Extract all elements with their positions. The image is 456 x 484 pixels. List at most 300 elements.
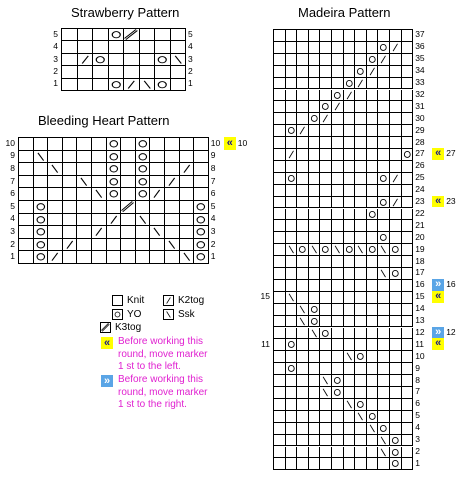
row-number: 3 <box>188 53 193 64</box>
chart-cell-ssk <box>378 244 390 256</box>
chart-cell-knit <box>332 435 344 447</box>
chart-cell-knit <box>297 458 309 470</box>
ssk-symbol <box>344 351 355 362</box>
chart-cell-knit <box>121 239 136 252</box>
row-number: 11 <box>415 338 425 349</box>
ssk-symbol <box>309 328 320 339</box>
chart-cell-ssk <box>320 387 332 399</box>
chart-cell-knit <box>19 176 34 189</box>
bleeding-heart-title: Bleeding Heart Pattern <box>38 113 170 128</box>
chart-cell-knit <box>274 387 286 399</box>
chart-cell-knit <box>402 268 414 280</box>
chart-cell-knit <box>367 351 379 363</box>
chart-cell-knit <box>344 363 356 375</box>
chart-cell-knit <box>109 41 125 53</box>
k2tog-symbol <box>286 149 297 160</box>
chart-cell-knit <box>367 458 379 470</box>
ssk-symbol <box>297 304 308 315</box>
chart-cell-knit <box>344 447 356 459</box>
chart-cell-knit <box>77 163 92 176</box>
chart-cell-knit <box>309 209 321 221</box>
ssk-symbol <box>34 151 48 163</box>
chart-cell-knit <box>378 316 390 328</box>
chart-cell-knit <box>355 304 367 316</box>
chart-cell-knit <box>402 351 414 363</box>
chart-cell-knit <box>402 54 414 66</box>
chart-cell-knit <box>165 201 180 214</box>
legend-label-yo: YO <box>127 309 142 320</box>
chart-cell-knit <box>344 328 356 340</box>
chart-cell-knit <box>309 137 321 149</box>
chart-cell-knit <box>171 79 187 91</box>
chart-cell-knit <box>355 113 367 125</box>
chart-cell-knit <box>344 220 356 232</box>
k2tog-symbol <box>344 90 355 101</box>
chart-cell-knit <box>150 239 165 252</box>
yo-symbol <box>286 173 297 184</box>
chart-cell-knit <box>194 163 209 176</box>
row-number: 31 <box>415 100 425 111</box>
yo-symbol <box>112 309 123 320</box>
chart-cell-knit <box>402 316 414 328</box>
chart-cell-knit <box>274 101 286 113</box>
chart-cell-knit <box>63 151 78 164</box>
chart-cell-ssk <box>48 163 63 176</box>
chart-cell-knit <box>124 41 140 53</box>
chart-cell-knit <box>77 201 92 214</box>
chart-cell-knit <box>63 226 78 239</box>
chart-cell-knit <box>309 339 321 351</box>
chart-cell-knit <box>332 411 344 423</box>
yo-symbol <box>155 79 170 90</box>
chart-cell-knit <box>19 226 34 239</box>
chart-cell-ssk <box>309 328 321 340</box>
chart-cell-knit <box>194 188 209 201</box>
chart-cell-knit <box>274 42 286 54</box>
chart-cell-ssk <box>150 226 165 239</box>
marker-row-number: 23 <box>446 196 456 207</box>
chart-cell-knit <box>48 176 63 189</box>
chart-cell-knit <box>332 351 344 363</box>
chart-cell-knit <box>19 214 34 227</box>
chart-cell-knit <box>378 328 390 340</box>
chart-cell-knit <box>109 66 125 78</box>
chart-cell-knit <box>344 66 356 78</box>
chart-cell-knit <box>332 173 344 185</box>
chart-cell-knit <box>140 54 156 66</box>
yo-symbol <box>286 125 297 136</box>
chart-cell-knit <box>309 435 321 447</box>
chart-cell-knit <box>194 176 209 189</box>
chart-cell-knit <box>309 125 321 137</box>
chart-cell-knit <box>402 232 414 244</box>
chart-cell-knit <box>297 78 309 90</box>
chart-cell-knit <box>367 339 379 351</box>
chart-cell-knit <box>355 435 367 447</box>
chart-cell-knit <box>48 138 63 151</box>
yo-symbol <box>34 251 48 263</box>
chart-cell-knit <box>402 244 414 256</box>
chart-cell-knit <box>109 54 125 66</box>
row-number: 5 <box>210 200 216 211</box>
chart-cell-knit <box>367 42 379 54</box>
strawberry-grid <box>61 28 186 91</box>
madeira-grid <box>273 29 413 470</box>
move-right-marker-icon: » <box>101 375 113 387</box>
row-number: 2 <box>53 65 58 76</box>
chart-cell-knit <box>320 256 332 268</box>
chart-cell-knit <box>274 173 286 185</box>
row-number: 36 <box>415 41 425 52</box>
chart-cell-knit <box>297 113 309 125</box>
chart-cell-knit <box>78 29 94 41</box>
knit-symbol <box>112 295 123 306</box>
chart-cell-knit <box>320 339 332 351</box>
chart-cell-knit <box>92 214 107 227</box>
chart-cell-knit <box>332 423 344 435</box>
chart-cell-knit <box>320 435 332 447</box>
chart-cell-knit <box>355 54 367 66</box>
chart-cell-knit <box>297 149 309 161</box>
chart-cell-knit <box>332 78 344 90</box>
chart-cell-knit <box>378 161 390 173</box>
chart-cell-knit <box>332 232 344 244</box>
yo-symbol <box>136 163 150 175</box>
chart-cell-knit <box>48 226 63 239</box>
chart-cell-knit <box>332 66 344 78</box>
chart-cell-k2tog <box>378 54 390 66</box>
chart-cell-knit <box>402 387 414 399</box>
chart-cell-knit <box>274 185 286 197</box>
chart-cell-knit <box>297 268 309 280</box>
chart-cell-knit <box>332 137 344 149</box>
row-number: 5 <box>53 28 58 39</box>
chart-cell-knit <box>390 387 402 399</box>
chart-cell-knit <box>390 209 402 221</box>
chart-cell-knit <box>63 214 78 227</box>
chart-cell-knit <box>344 185 356 197</box>
row-number: 7 <box>10 175 15 186</box>
chart-cell-knit <box>378 351 390 363</box>
chart-cell-k2tog <box>165 176 180 189</box>
row-number: 23 <box>415 196 425 207</box>
chart-cell-knit <box>367 328 379 340</box>
chart-cell-knit <box>402 125 414 137</box>
chart-cell-knit <box>180 151 195 164</box>
chart-cell-ssk <box>92 188 107 201</box>
chart-cell-ssk <box>355 244 367 256</box>
chart-cell-knit <box>286 78 298 90</box>
chart-cell-knit <box>344 125 356 137</box>
move-left-marker-icon: « <box>432 338 444 350</box>
chart-cell-knit <box>63 188 78 201</box>
ssk-symbol <box>92 188 106 200</box>
chart-cell-yo <box>109 29 125 41</box>
ssk-symbol <box>171 54 186 65</box>
marker-row-number: 27 <box>446 148 456 159</box>
chart-cell-knit <box>309 256 321 268</box>
chart-cell-knit <box>355 458 367 470</box>
chart-cell-knit <box>367 435 379 447</box>
chart-cell-knit <box>121 151 136 164</box>
chart-cell-k3tog <box>121 201 136 214</box>
chart-cell-knit <box>355 197 367 209</box>
row-number: 8 <box>10 163 15 173</box>
chart-cell-knit <box>367 375 379 387</box>
ssk-symbol <box>309 244 320 255</box>
chart-cell-knit <box>344 30 356 42</box>
chart-cell-knit <box>297 30 309 42</box>
move-left-marker-icon: « <box>224 137 236 150</box>
chart-cell-knit <box>390 161 402 173</box>
yo-symbol <box>34 214 48 226</box>
chart-cell-knit <box>136 251 151 264</box>
chart-cell-knit <box>274 256 286 268</box>
chart-cell-knit <box>274 125 286 137</box>
chart-cell-knit <box>297 101 309 113</box>
chart-cell-knit <box>355 185 367 197</box>
legend-label-knit: Knit <box>127 295 145 306</box>
chart-cell-knit <box>344 375 356 387</box>
chart-cell-knit <box>155 41 171 53</box>
chart-cell-knit <box>320 137 332 149</box>
chart-cell-knit <box>48 151 63 164</box>
chart-cell-knit <box>274 220 286 232</box>
chart-cell-ssk <box>378 447 390 459</box>
chart-cell-knit <box>355 268 367 280</box>
ssk-symbol <box>378 447 389 458</box>
chart-cell-knit <box>355 149 367 161</box>
chart-cell-knit <box>390 399 402 411</box>
chart-cell-knit <box>332 316 344 328</box>
chart-cell-knit <box>19 239 34 252</box>
yo-symbol <box>309 316 320 327</box>
chart-cell-knit <box>367 173 379 185</box>
chart-cell-knit <box>320 411 332 423</box>
chart-cell-knit <box>309 90 321 102</box>
ssk-symbol <box>48 163 62 175</box>
chart-cell-knit <box>286 90 298 102</box>
row-number: 2 <box>10 238 15 249</box>
chart-cell-knit <box>344 197 356 209</box>
chart-cell-yo <box>34 214 49 227</box>
yo-symbol <box>332 375 343 386</box>
chart-cell-knit <box>355 173 367 185</box>
chart-cell-knit <box>48 214 63 227</box>
chart-cell-knit <box>286 197 298 209</box>
chart-cell-knit <box>367 363 379 375</box>
chart-cell-knit <box>274 197 286 209</box>
chart-cell-knit <box>165 163 180 176</box>
chart-cell-yo <box>402 149 414 161</box>
row-number: 19 <box>415 243 425 254</box>
yo-symbol <box>344 244 355 255</box>
chart-cell-knit <box>332 209 344 221</box>
chart-cell-knit <box>155 66 171 78</box>
chart-cell-ssk <box>378 435 390 447</box>
row-number: 5 <box>10 200 15 211</box>
chart-cell-knit <box>180 226 195 239</box>
chart-cell-knit <box>355 363 367 375</box>
yo-symbol <box>390 458 401 469</box>
chart-cell-knit <box>309 42 321 54</box>
chart-cell-knit <box>390 90 402 102</box>
chart-cell-yo <box>344 244 356 256</box>
chart-cell-knit <box>92 201 107 214</box>
chart-cell-knit <box>390 113 402 125</box>
chart-cell-knit <box>274 304 286 316</box>
chart-cell-knit <box>93 66 109 78</box>
row-number: 6 <box>10 188 15 199</box>
chart-cell-knit <box>286 268 298 280</box>
marker-row-number: 10 <box>237 137 248 148</box>
marker-row-number: 12 <box>446 326 456 337</box>
chart-cell-knit <box>48 188 63 201</box>
chart-cell-ssk <box>344 399 356 411</box>
chart-cell-knit <box>286 304 298 316</box>
yo-symbol <box>378 42 389 53</box>
chart-cell-knit <box>34 138 49 151</box>
chart-cell-knit <box>402 42 414 54</box>
chart-cell-knit <box>320 173 332 185</box>
chart-cell-knit <box>367 316 379 328</box>
chart-cell-knit <box>297 54 309 66</box>
yo-symbol <box>390 244 401 255</box>
chart-cell-knit <box>62 79 78 91</box>
ssk-symbol <box>332 244 343 255</box>
chart-cell-knit <box>378 30 390 42</box>
chart-cell-knit <box>274 399 286 411</box>
row-number: 7 <box>415 386 420 397</box>
chart-cell-knit <box>332 363 344 375</box>
chart-cell-yo <box>309 316 321 328</box>
yo-symbol <box>286 363 297 374</box>
chart-cell-knit <box>355 328 367 340</box>
chart-cell-knit <box>286 113 298 125</box>
chart-cell-knit <box>320 78 332 90</box>
yo-symbol <box>402 149 413 160</box>
chart-cell-knit <box>378 137 390 149</box>
chart-cell-knit <box>92 138 107 151</box>
chart-cell-knit <box>402 78 414 90</box>
chart-cell-knit <box>92 251 107 264</box>
chart-cell-knit <box>297 256 309 268</box>
chart-cell-knit <box>150 214 165 227</box>
yo-symbol <box>390 268 401 279</box>
chart-cell-knit <box>77 251 92 264</box>
chart-cell-knit <box>155 29 171 41</box>
chart-cell-knit <box>274 149 286 161</box>
chart-cell-knit <box>274 316 286 328</box>
chart-cell-knit <box>309 447 321 459</box>
chart-cell-yo <box>309 304 321 316</box>
chart-cell-knit <box>378 209 390 221</box>
row-number: 4 <box>188 41 193 52</box>
chart-cell-knit <box>378 399 390 411</box>
chart-cell-knit <box>286 411 298 423</box>
chart-cell-knit <box>390 220 402 232</box>
chart-cell-knit <box>320 399 332 411</box>
chart-cell-knit <box>309 30 321 42</box>
chart-cell-knit <box>274 447 286 459</box>
yo-symbol <box>344 78 355 89</box>
chart-cell-knit <box>286 328 298 340</box>
ssk-symbol <box>320 387 331 398</box>
chart-cell-knit <box>378 411 390 423</box>
chart-cell-knit <box>286 316 298 328</box>
chart-cell-ssk <box>286 244 298 256</box>
chart-cell-knit <box>320 90 332 102</box>
chart-cell-knit <box>320 423 332 435</box>
chart-cell-knit <box>274 54 286 66</box>
chart-cell-knit <box>344 316 356 328</box>
chart-cell-yo <box>34 239 49 252</box>
row-number: 2 <box>415 445 420 456</box>
yo-symbol <box>378 232 389 243</box>
row-number: 33 <box>415 77 425 88</box>
chart-cell-yo <box>297 244 309 256</box>
chart-cell-knit <box>165 214 180 227</box>
chart-cell-knit <box>355 161 367 173</box>
chart-cell-knit <box>93 29 109 41</box>
chart-cell-yo <box>309 113 321 125</box>
chart-cell-knit <box>344 268 356 280</box>
legend-label-k3tog: K3tog <box>115 322 142 333</box>
chart-cell-knit <box>355 447 367 459</box>
chart-cell-ssk <box>297 316 309 328</box>
chart-cell-knit <box>320 54 332 66</box>
yo-symbol <box>332 90 343 101</box>
chart-cell-knit <box>48 239 63 252</box>
chart-cell-knit <box>297 90 309 102</box>
chart-cell-knit <box>77 138 92 151</box>
chart-cell-knit <box>367 185 379 197</box>
chart-cell-knit <box>367 232 379 244</box>
chart-cell-yo <box>378 173 390 185</box>
chart-cell-knit <box>402 280 414 292</box>
row-number: 16 <box>415 279 425 290</box>
row-number: 28 <box>415 136 425 147</box>
chart-cell-knit <box>378 363 390 375</box>
chart-cell-ssk <box>297 304 309 316</box>
chart-cell-knit <box>92 239 107 252</box>
row-number: 5 <box>188 28 193 39</box>
chart-cell-k2tog <box>367 66 379 78</box>
chart-cell-knit <box>286 447 298 459</box>
chart-cell-k2tog <box>107 214 122 227</box>
ssk-symbol <box>378 244 389 255</box>
row-number: 35 <box>415 53 425 64</box>
row-number: 1 <box>188 78 193 89</box>
chart-cell-knit <box>297 137 309 149</box>
yo-symbol <box>309 304 320 315</box>
chart-cell-knit <box>344 54 356 66</box>
chart-cell-knit <box>274 30 286 42</box>
chart-cell-knit <box>180 188 195 201</box>
yo-symbol <box>107 151 121 163</box>
chart-cell-knit <box>297 42 309 54</box>
chart-cell-knit <box>344 137 356 149</box>
chart-cell-knit <box>402 90 414 102</box>
chart-cell-yo <box>136 151 151 164</box>
chart-cell-knit <box>344 304 356 316</box>
row-number: 11 <box>261 338 270 349</box>
chart-cell-knit <box>286 387 298 399</box>
ssk-symbol <box>355 411 366 422</box>
chart-cell-knit <box>332 339 344 351</box>
chart-cell-knit <box>286 54 298 66</box>
yo-symbol <box>355 66 366 77</box>
